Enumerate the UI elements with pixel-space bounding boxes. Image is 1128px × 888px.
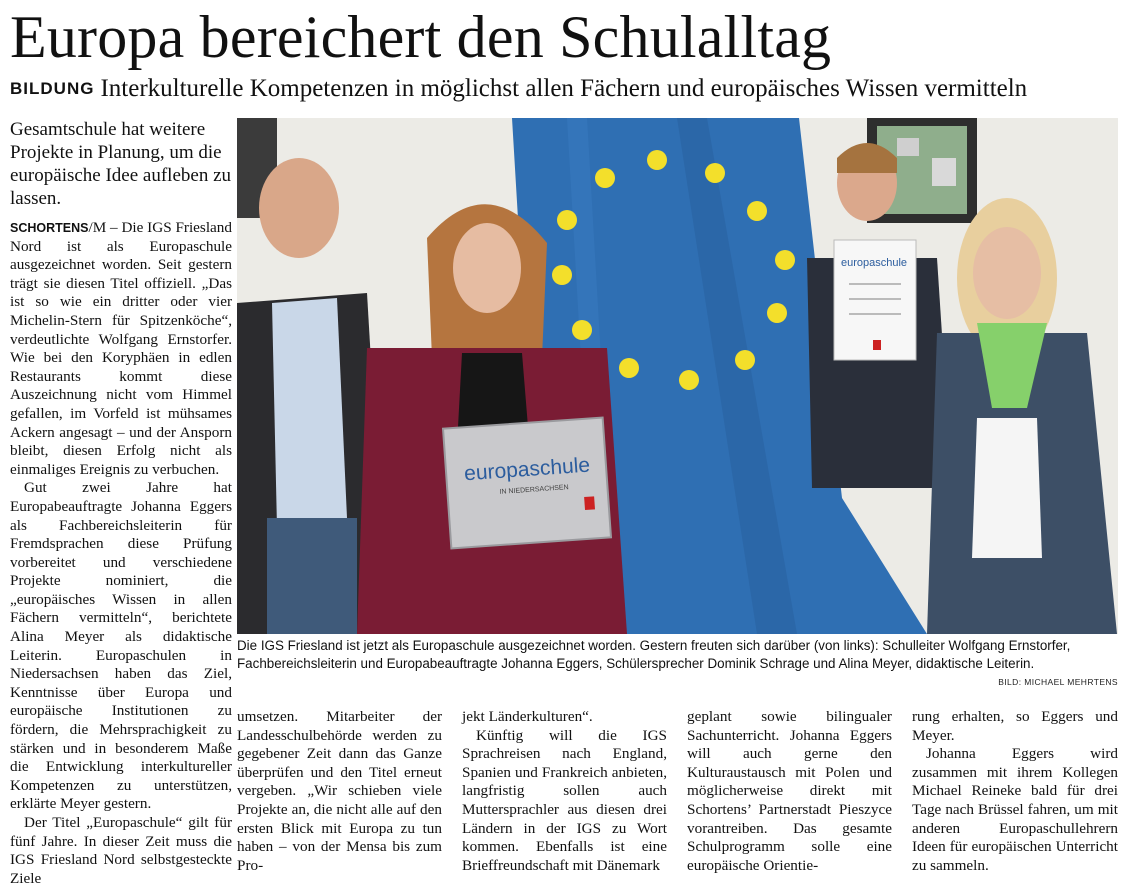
paragraph: Gut zwei Jahre hat Europabeauftragte Johanna Eggers als Fachbereichsleiterin für Fremdsprachen diese Prüfung vorbereitet und verschiedene Projekte nominiert, die „europäisches Wissen in allen Fächern vermitteln“, berichtete Alina Meyer als didaktische Leiterin. Europaschulen in Niedersachsen haben das Ziel, Kenntnisse über Europa und europäische Institutionen zu fördern, die Mehrsprachigkeit zu stärken und in besonderem Maße die Entwicklung interkultureller Kompetenzen zu unterstützen, erklärte Meyer gestern. xyxy=(10,479,232,813)
paragraph: umsetzen. Mitarbeiter der Landesschulbehörde werden zu gegebener Zeit dann das Ganze überprüfen und den Titel erneut vergeben. „Wir schieben viele Projekte an, die nicht alle auf den ersten Blick mit Europa zu tun haben – von der Mensa bis zum Pro- xyxy=(237,708,442,874)
certificate-text: europaschule xyxy=(841,257,908,269)
europaschule-plaque xyxy=(443,418,611,549)
paragraph: Der Titel „Europaschule“ gilt für fünf Jahre. In dieser Zeit muss die IGS Friesland Nord selbstgesteckte Ziele xyxy=(10,814,232,887)
dateline: SCHORTENS xyxy=(10,221,89,235)
photo-caption: Die IGS Friesland ist jetzt als Europaschule ausgezeichnet worden. Gestern freuten sich darüber (von links): Schulleiter Wolfgang Ernstorfer, Fachbereichsleiterin und Europabeauftragte Johanna Eggers, Schülersprecher Dominik Schrage und Alina Meyer, didaktische Leiterin. xyxy=(237,638,1071,671)
article-column-2 xyxy=(237,708,442,875)
photo-illustration xyxy=(237,118,1118,634)
article-photo xyxy=(237,118,1118,634)
dateline-suffix: /M – xyxy=(88,219,122,236)
photo-credit: BILD: MICHAEL MEHRTENS xyxy=(998,677,1118,687)
plaque-subtext: IN NIEDERSACHSEN xyxy=(499,484,569,496)
headline: Europa bereichert den Schulalltag xyxy=(10,4,832,70)
plaque-text: europaschule xyxy=(463,453,591,486)
paragraph: Künftig will die IGS Sprachreisen nach England, Spanien und Frankreich anbieten, langfristig sollen auch Muttersprachler aus diesen drei Ländern in der IGS zu Wort kommen. Ebenfalls ist eine Brieffreundschaft mit Dänemark xyxy=(462,726,667,874)
subheadline: Interkulturelle Kompetenzen in möglichst allen Fächern und europäisches Wissen vermitteln xyxy=(100,75,1028,102)
paragraph xyxy=(10,219,232,479)
article-column-1 xyxy=(10,219,232,888)
kicker: BILDUNG xyxy=(10,79,95,98)
article-column-4 xyxy=(687,708,892,875)
paragraph: geplant sowie bilingualer Sachunterricht. Johanna Eggers will auch gerne den Kulturaustausch mit Polen und möglicherweise direkt mit Schortens’ Partnerstadt Pieszyce vorantreiben. Das gesamte Schulprogramm solle eine europäische Orientie- xyxy=(687,708,892,874)
teaser: Gesamtschule hat weitere Projekte in Planung, um die europäische Idee aufleben zu lassen. xyxy=(10,119,232,209)
paragraph: rung erhalten, so Eggers und Meyer. xyxy=(912,708,1118,744)
paragraph: jekt Länderkulturen“. xyxy=(462,708,593,725)
paragraph: Johanna Eggers wird zusammen mit ihrem Kollegen Michael Reineke bald für drei Tage nach Brüssel fahren, um mit anderen Europaschullehrern Ideen für europäischen Unterricht zu sammeln. xyxy=(912,745,1118,874)
subheadline-line xyxy=(10,74,1120,104)
article-column-5 xyxy=(912,708,1118,875)
certificate xyxy=(834,240,916,360)
article-column-3 xyxy=(462,708,667,875)
paragraph-text: Die IGS Friesland Nord ist als Europaschule ausgezeichnet worden. Seit gestern trägt sie diesen Titel offiziell. „Das ist so wie ein dritter oder vier Michelin-Stern für Spitzenköche“, verdeutlichte Wolfgang Ernstorfer. Wie bei den Koryphäen in edlen Restaurants kommt diese Auszeichnung nicht vom Himmel gefallen, im Vorfeld ist mühsames Ackern angesagt – und der Ansporn bleibt, diesen Erfolg nicht als einmaliges Ereignis zu verbuchen. xyxy=(10,219,232,478)
